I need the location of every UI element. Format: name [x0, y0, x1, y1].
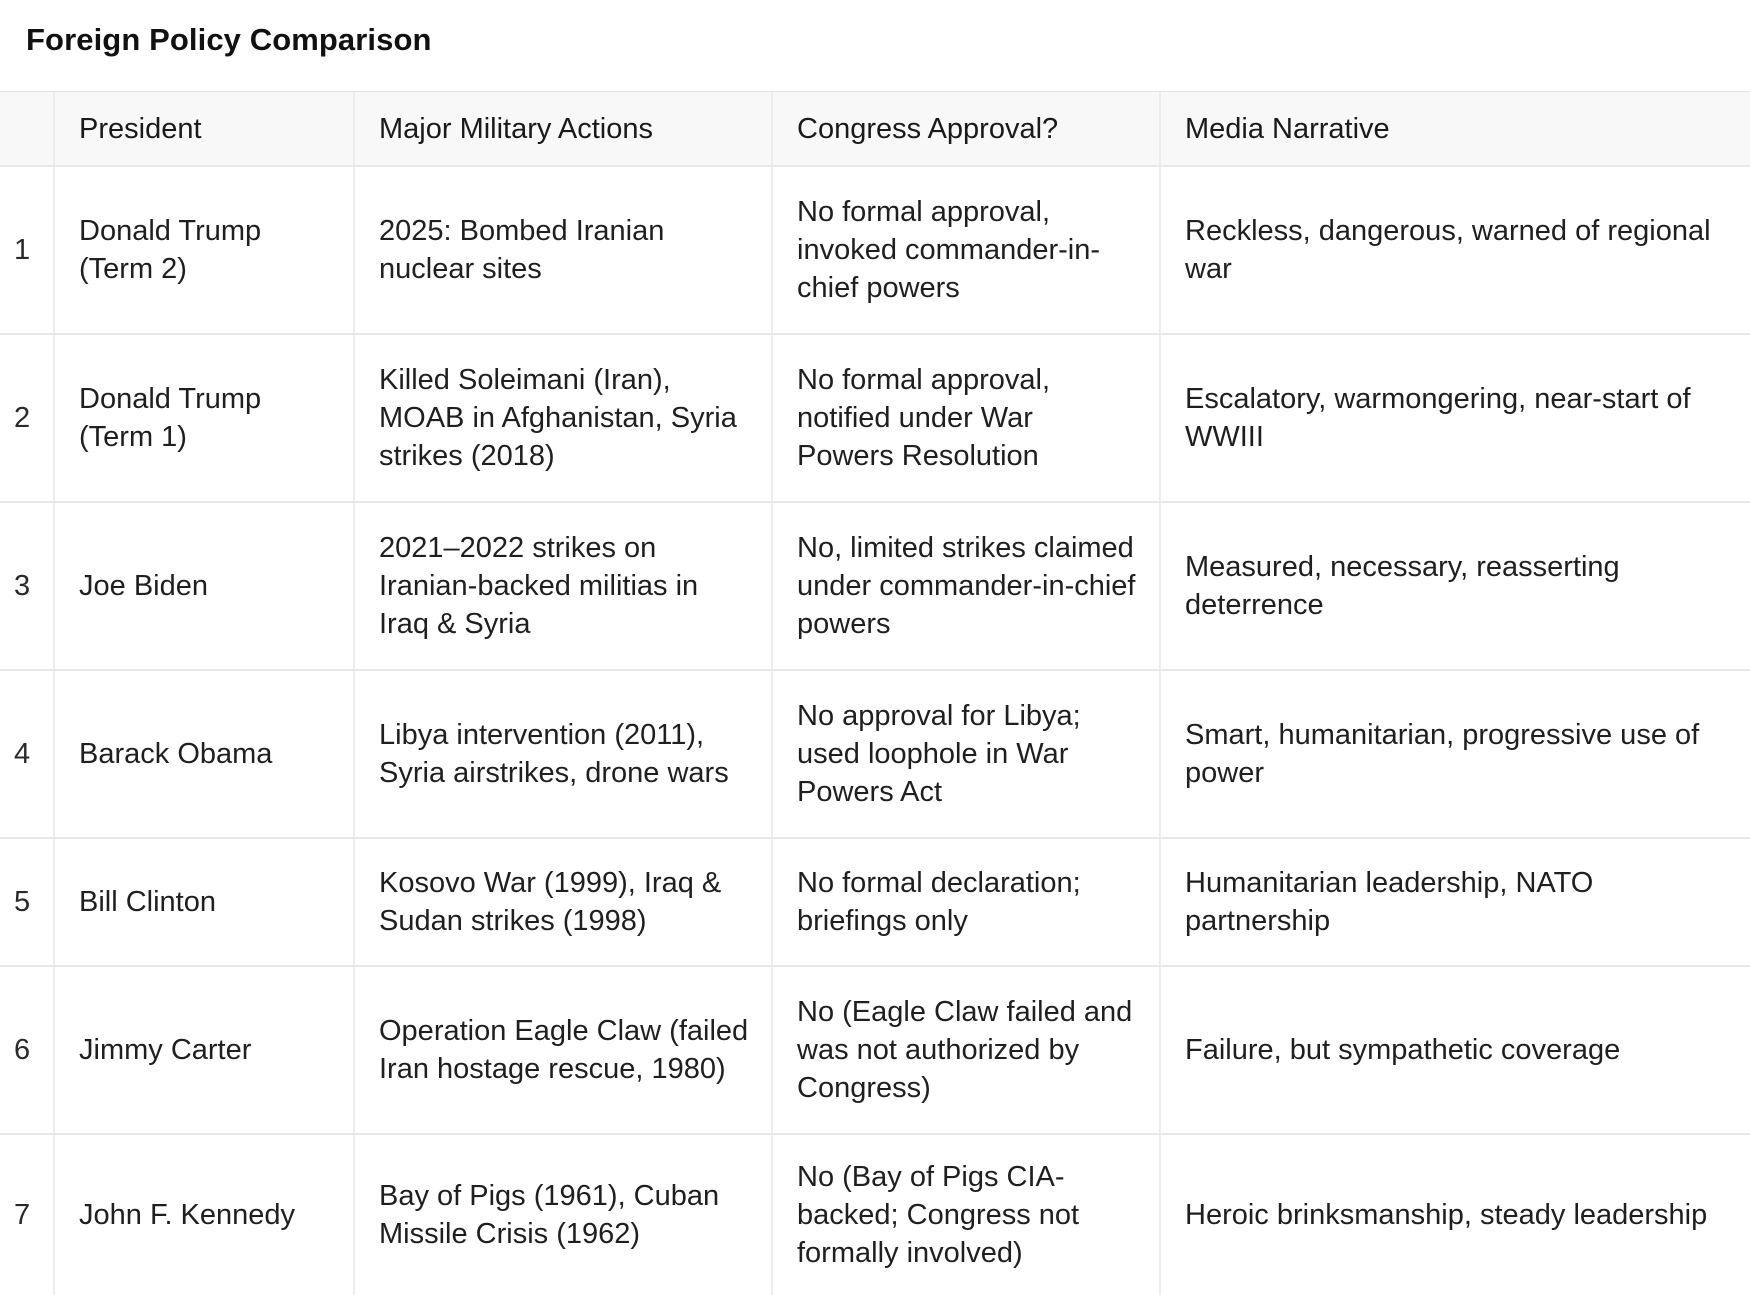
table-row	[0, 167, 1750, 335]
narrative-cell: Heroic brinksmanship, steady leadership	[1185, 1199, 1708, 1231]
actions-cell: Libya intervention (2011), Syria airstrikes, drone wars	[355, 671, 773, 837]
table-row	[0, 967, 1750, 1135]
president-cell: Donald Trump (Term 2)	[55, 167, 355, 333]
president-cell: Bill Clinton	[55, 839, 355, 965]
table-row	[0, 1135, 1750, 1295]
narrative-cell: Failure, but sympathetic coverage	[1185, 1034, 1621, 1066]
row-index: 1	[0, 167, 55, 333]
row-index: 5	[0, 839, 55, 965]
president-cell: Jimmy Carter	[55, 967, 355, 1133]
table-row	[0, 335, 1750, 503]
approval-cell: No formal declaration; briefings only	[773, 839, 1161, 965]
president-cell: Barack Obama	[55, 671, 355, 837]
approval-cell: No formal approval, invoked commander-in-chief powers	[773, 167, 1161, 333]
actions-cell: Kosovo War (1999), Iraq & Sudan strikes (1998)	[355, 839, 773, 965]
header-president: President	[55, 92, 355, 165]
row-index: 7	[0, 1135, 55, 1295]
actions-cell: Operation Eagle Claw (failed Iran hostage rescue, 1980)	[355, 967, 773, 1133]
table-row	[0, 671, 1750, 839]
header-major-military-actions: Major Military Actions	[355, 92, 773, 165]
president-cell: Donald Trump (Term 1)	[55, 335, 355, 501]
row-index: 3	[0, 503, 55, 669]
narrative-cell: Smart, humanitarian, progressive use of power	[1185, 719, 1700, 789]
row-index: 4	[0, 671, 55, 837]
comparison-table	[0, 91, 1750, 1292]
actions-cell: Killed Soleimani (Iran), MOAB in Afghanistan, Syria strikes (2018)	[355, 335, 773, 501]
actions-cell: Bay of Pigs (1961), Cuban Missile Crisis (1962)	[355, 1135, 773, 1295]
president-cell: Joe Biden	[55, 503, 355, 669]
approval-cell: No formal approval, notified under War Powers Resolution	[773, 335, 1161, 501]
narrative-cell: Escalatory, warmongering, near-start of WWIII	[1185, 383, 1691, 453]
actions-cell: 2025: Bombed Iranian nuclear sites	[355, 167, 773, 333]
approval-cell: No (Eagle Claw failed and was not authorized by Congress)	[773, 967, 1161, 1133]
row-index: 2	[0, 335, 55, 501]
header-index-cell	[0, 92, 55, 165]
table-header-row	[0, 92, 1750, 167]
header-media-narrative: Media Narrative	[1185, 112, 1390, 145]
header-congress-approval: Congress Approval?	[773, 92, 1161, 165]
approval-cell: No approval for Libya; used loophole in War Powers Act	[773, 671, 1161, 837]
narrative-cell: Reckless, dangerous, warned of regional war	[1185, 215, 1711, 285]
narrative-cell: Humanitarian leadership, NATO partnership	[1185, 867, 1594, 937]
approval-cell: No, limited strikes claimed under commander-in-chief powers	[773, 503, 1161, 669]
page-title: Foreign Policy Comparison	[26, 22, 432, 57]
actions-cell: 2021–2022 strikes on Iranian-backed militias in Iraq & Syria	[355, 503, 773, 669]
table-row	[0, 839, 1750, 967]
table-row	[0, 503, 1750, 671]
approval-cell: No (Bay of Pigs CIA-backed; Congress not formally involved)	[773, 1135, 1161, 1295]
narrative-cell: Measured, necessary, reasserting deterrence	[1185, 551, 1620, 621]
row-index: 6	[0, 967, 55, 1133]
president-cell: John F. Kennedy	[55, 1135, 355, 1295]
